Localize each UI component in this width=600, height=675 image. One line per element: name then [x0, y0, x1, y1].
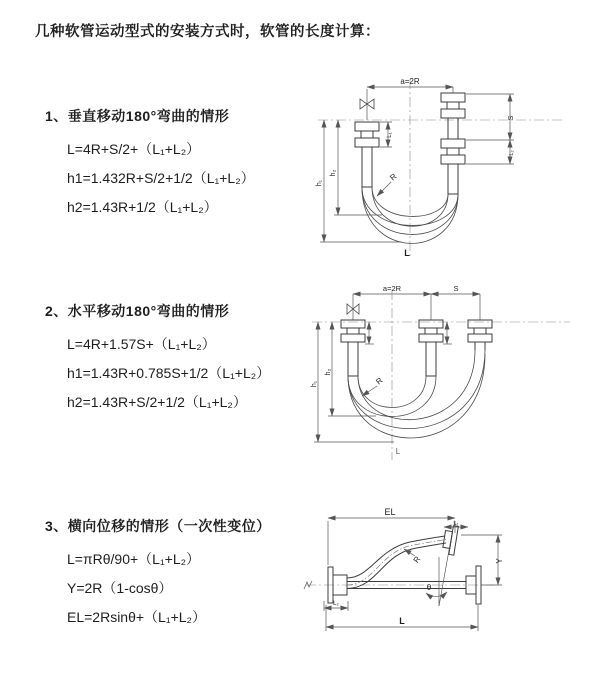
dimension-h-inner — [325, 322, 376, 416]
flange-fitting-middle — [419, 320, 443, 376]
dimension-travel — [431, 284, 480, 294]
radius-callout — [377, 172, 399, 196]
diagram-vertical-bend — [310, 75, 570, 265]
radius-callout — [362, 376, 385, 396]
dimension-width — [367, 77, 453, 87]
radius-callout — [404, 549, 422, 565]
dimension-label-travel: S — [508, 115, 515, 121]
s-curve-hose-displaced — [347, 525, 458, 589]
formula-h1: h1=1.432R+S/2+1/2（L₁+L₂） — [67, 170, 255, 186]
flange-fitting-right-upper — [441, 87, 465, 139]
formula-h2: h2=1.43R+1/2（L₁+L₂） — [67, 199, 218, 215]
dimension-label-width: a=2R — [400, 77, 420, 86]
formula-l: L=4R+S/2+（L₁+L₂） — [67, 141, 201, 157]
angle-construction — [426, 539, 451, 606]
dimension-label-length: L — [404, 248, 410, 258]
formula-el: EL=2Rsinθ+（L₁+L₂） — [67, 609, 206, 625]
dimension-travel — [466, 94, 515, 140]
section-2 — [45, 301, 270, 417]
dimension-label-fitting-left: L₁ — [387, 132, 393, 138]
dimension-label-length: L — [395, 447, 401, 456]
diagram-horizontal-bend — [306, 282, 578, 469]
dimension-width — [353, 284, 480, 320]
diagram-lateral-displacement-svg — [298, 505, 596, 647]
fitting-length-ticks — [365, 322, 452, 344]
flange-fitting-left — [355, 89, 379, 187]
braided-hose-middle — [426, 342, 436, 376]
dimension-fitting-right — [466, 140, 515, 164]
flange-top-right — [442, 525, 458, 556]
section-3-heading: 3、横向位移的情形（一次性变位） — [45, 518, 271, 534]
formula-h2: h2=1.43R+S/2+1/2（L₁+L₂） — [67, 394, 247, 410]
centerlines — [312, 290, 570, 460]
dimension-label-width: a=2R — [382, 284, 402, 293]
centerlines — [318, 79, 562, 257]
section-3 — [45, 516, 271, 632]
dimension-el — [328, 507, 455, 565]
dimension-rise — [461, 535, 504, 585]
section-1-heading: 1、垂直移动180°弯曲的情形 — [45, 108, 230, 124]
flange-fitting-right-lower — [441, 139, 465, 194]
formula-l: L=πRθ/90+（L₁+L₂） — [67, 551, 201, 567]
flange-fitting-right — [468, 320, 492, 350]
diagram-vertical-bend-svg — [310, 75, 570, 260]
diagram-horizontal-bend-svg — [306, 282, 578, 464]
dimension-label-h-inner: h₂ — [325, 368, 332, 376]
formula-y: Y=2R（1-cosθ） — [67, 580, 173, 596]
braided-hose-left — [348, 342, 358, 376]
diagram-lateral-displacement — [298, 505, 596, 652]
dimension-label-rise: Y — [495, 558, 504, 564]
dimension-fitting-left — [380, 122, 393, 147]
dimension-label-fitting-left: L₂ — [333, 601, 339, 607]
page-title: 几种软管运动型式的安装方式时，软管的长度计算： — [35, 24, 380, 40]
dimension-label-fitting-top: L₁ — [453, 521, 459, 527]
dimension-label-angle: θ — [426, 583, 432, 592]
hose-arcs — [348, 350, 485, 438]
dimension-label-h-inner: h₂ — [330, 169, 337, 177]
dimension-label-fitting-right: L₂ — [509, 150, 515, 156]
formula-h1: h1=1.43R+0.785S+1/2（L₁+L₂） — [67, 365, 271, 381]
dimension-label-radius: R — [388, 171, 399, 183]
braided-hose-right — [448, 164, 458, 194]
dimension-label-h-outer: h₁ — [316, 179, 323, 187]
dimension-label-travel: S — [453, 284, 459, 293]
dimension-label-radius: R — [411, 554, 423, 565]
dimension-label-length: L — [399, 616, 405, 626]
dimension-length — [326, 605, 478, 631]
section-2-heading: 2、水平移动180°弯曲的情形 — [45, 303, 230, 319]
dimension-label-el: EL — [384, 507, 396, 517]
braided-hose-left — [362, 147, 372, 187]
formula-l: L=4R+1.57S+（L₁+L₂） — [67, 336, 216, 352]
section-1 — [45, 106, 255, 222]
dimension-label-radius: R — [374, 375, 385, 387]
dimension-label-h-outer: h₁ — [311, 380, 318, 388]
flange-fitting-left — [341, 320, 365, 376]
